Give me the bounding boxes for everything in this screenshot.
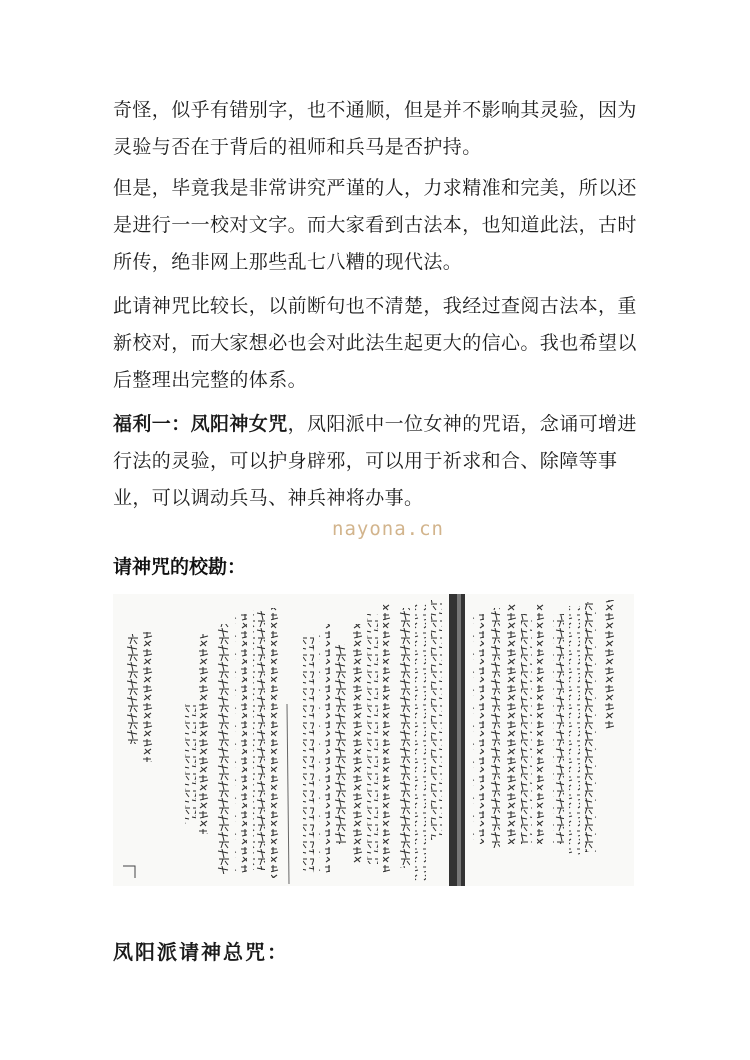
final-heading: 凤阳派请神总咒： [113, 940, 289, 964]
paragraph-2: 但是，毕竟我是非常讲究严谨的人，力求精准和完美，所以还是进行一一校对文字。而大家看到古法本，也知道此法，古时所传，绝非网上那些乱七八糟的现代法。 [113, 177, 637, 273]
manuscript-image [113, 594, 634, 886]
watermark: nayona.cn [332, 518, 444, 540]
welfare-label: 福利一：凤阳神女咒 [113, 413, 288, 435]
paragraph-1: 奇怪，似乎有错别字，也不通顺，但是并不影响其灵验，因为灵验与否在于背后的祖师和兵马是否护持。 [113, 99, 637, 158]
paragraph-welfare [113, 406, 643, 517]
welfare-text: ，凤阳派中一位女神的咒语，念诵可增进行法的灵验，可以护身辟邪，可以用于祈求和合、除障等事业，可以调动兵马、神兵神将办事。 [113, 413, 637, 509]
section-heading: 请神咒的校勘： [113, 556, 247, 578]
paragraph-3: 此请神咒比较长，以前断句也不清楚，我经过查阅古法本，重新校对，而大家想必也会对此法生起更大的信心。我也希望以后整理出完整的体系。 [113, 295, 637, 391]
